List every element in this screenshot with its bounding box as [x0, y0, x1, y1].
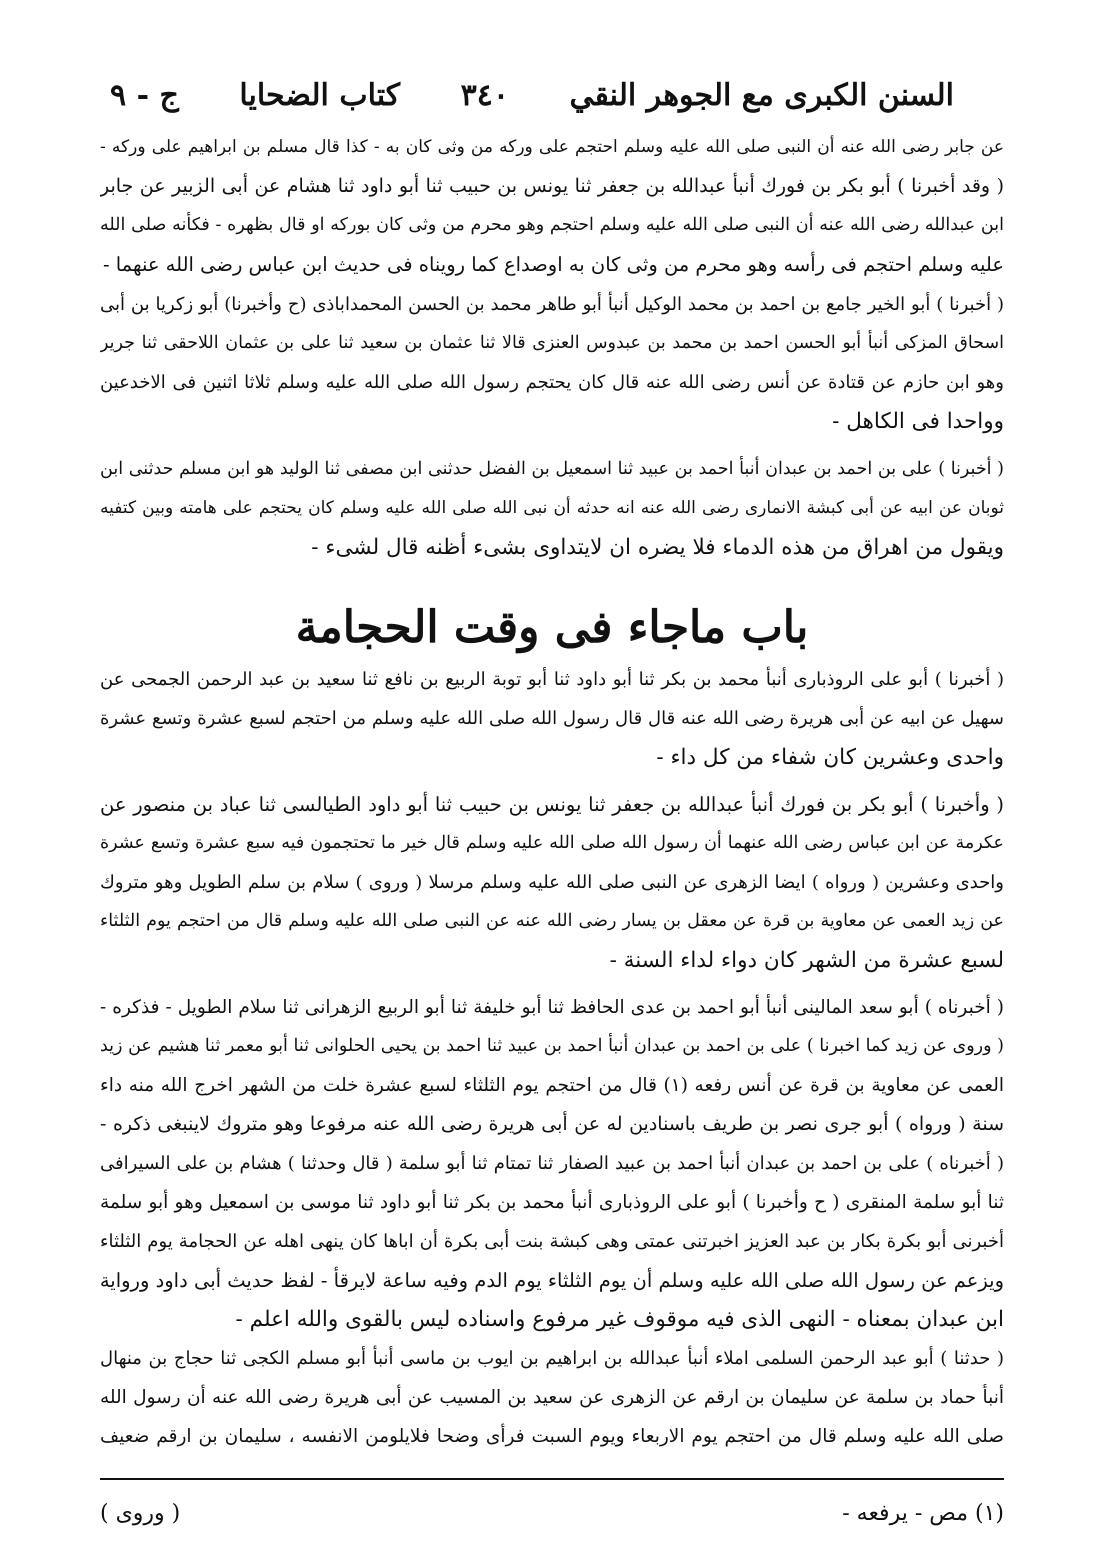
text-line: ( وقد أخبرنا ) أبو بكر بن فورك أنبأ عبدالله بن جعفر ثنا يونس بن حبيب ثنا أبو داود ثنا هشام عن أبى الزبير عن جابر: [100, 175, 1004, 197]
text-line: لسبع عشرة من الشهر كان دواء لداء السنة -: [609, 948, 1004, 973]
text-line: ( أخبرنا ) أبو على الروذبارى أنبأ محمد بن بكر ثنا أبو داود ثنا أبو توبة الربيع بن نافع ثنا سعيد بن عبد الرحمن الجمحى عن: [100, 669, 1004, 690]
footnote-area: [100, 1495, 1004, 1531]
paragraph-2: [100, 285, 1004, 441]
page-header: [110, 70, 954, 120]
paragraph-5: [100, 785, 1004, 980]
page-number: ٣٤٠: [460, 77, 509, 113]
text-line: ( وأخبرنا ) أبو بكر بن فورك أنبأ عبدالله بن جعفر ثنا يونس بن حبيب ثنا أبو داود الطيالسى ثنا عباد بن منصور عن: [100, 793, 1004, 816]
text-line: ويزعم عن رسول الله صلى الله عليه وسلم أن يوم الثلثاء يوم الدم وفيه ساعة لايرقأ - لفظ حديث أبى داود ورواية: [100, 1269, 1004, 1292]
text-line: سنة ( ورواه ) أبو جرى نصر بن طريف باسنادين له عن أبى هريرة رضى الله عنه مرفوعا وهو متروك لاينبغى ذكره -: [100, 1113, 1004, 1135]
text-line: واحدى وعشرين كان شفاء من كل داء -: [656, 745, 1004, 770]
paragraph-6: [100, 988, 1004, 1456]
text-line: ويقول من اهراق من هذه الدماء فلا يضره ان لايتداوى بشىء أظنه قال لشىء -: [311, 535, 1004, 560]
paragraph-4: [100, 660, 1004, 777]
text-line: عكرمة عن ابن عباس رضى الله عنهما أن رسول الله صلى الله عليه وسلم قال خير ما تحتجمون فيه سبع عشرة وتسع عشرة: [100, 833, 1004, 853]
text-line: ( وروى عن زيد كما اخبرنا ) على بن احمد بن عبدان أنبأ احمد بن عبيد ثنا احمد بن يحيى الحلوانى ثنا أبو معمر ثنا هشيم عن زيد: [100, 1036, 1004, 1056]
footnote-text: (١) مص - يرفعه -: [842, 1500, 1004, 1526]
text-line: ثوبان عن ابيه عن أبى كبشة الانمارى رضى الله عنه انه حدثه أن نبى الله صلى الله عليه وسلم كان يحتجم على هامته وبين كتفيه: [100, 498, 1004, 518]
footnote-divider: [100, 1478, 1004, 1480]
text-line: عن زيد العمى عن معاوية بن قرة عن معقل بن يسار رضى الله عنه عن النبى صلى الله عليه وسلم قال من احتجم يوم الثلثاء: [100, 911, 1004, 931]
paragraph-1: [100, 128, 1004, 284]
chapter-title: باب ماجاء فى وقت الحجامة: [295, 602, 809, 653]
text-line: عليه وسلم احتجم فى رأسه وهو محرم من وثى كان به اوصداع كما رويناه فى حديث ابن عباس رضى الله عنهما -: [102, 253, 1004, 276]
text-line: أخبرنى أبو بكرة بكار بن عبد العزيز اخبرتنى عمتى وهى كبشة بنت أبى بكرة أن اباها كان ينهى اهله عن الحجامة يوم الثلثاء: [100, 1231, 1004, 1252]
signature-mark: ( وروى ): [100, 1500, 181, 1526]
text-line: ( أخبرنا ) أبو الخير جامع بن احمد بن محمد الوكيل أنبأ أبو طاهر محمد بن الحسن المحمداباذى (ح وأخبرنا) أبو زكريا بن أبى: [100, 294, 1004, 315]
text-line: اسحاق المزكى أنبأ أبو الحسن احمد بن محمد بن عبدوس العنزى قالا ثنا عثمان بن سعيد ثنا على بن عثمان اللاحقى ثنا جرير: [100, 333, 1004, 353]
text-line: عن جابر رضى الله عنه أن النبى صلى الله عليه وسلم احتجم على وركه من وثى كان به - كذا قال مسلم بن ابراهيم على وركه -: [100, 137, 1004, 157]
text-line: ( حدثنا ) أبو عبد الرحمن السلمى املاء أنبأ عبدالله بن ابراهيم بن ايوب بن ماسى أنبأ أبو مسلم الكجى ثنا حجاج بن منهال: [100, 1348, 1004, 1369]
text-line: ( أخبرناه ) على بن احمد بن عبدان أنبأ احمد بن عبيد الصفار ثنا تمتام ثنا أبو سلمة ( قال وحدثنا ) هشام بن على السيرافى: [100, 1153, 1004, 1174]
text-line: واحدى وعشرين ( ورواه ) ايضا الزهرى عن النبى صلى الله عليه وسلم مرسلا ( وروى ) سلام بن سلم الطويل وهو متروك: [100, 872, 1004, 893]
paragraph-3: [100, 450, 1004, 567]
text-line: صلى الله عليه وسلم قال من احتجم يوم الاربعاء ويوم السبت فرأى وضحا فلايلومن الانفسه ، سليمان بن ارقم ضعيف: [100, 1426, 1004, 1447]
section-title: كتاب الضحايا: [239, 77, 401, 113]
text-line: وواحدا فى الكاهل -: [832, 409, 1004, 434]
text-line: ( أخبرنا ) على بن احمد بن عبدان أنبأ احمد بن عبيد ثنا اسمعيل بن الفضل حدثنى ابن مصفى ثنا الوليد هو ابن مسلم حدثنى ابن: [100, 459, 1004, 479]
text-line: سهيل عن ابيه عن أبى هريرة رضى الله عنه قال قال رسول الله صلى الله عليه وسلم من احتجم لسبع عشرة وتسع عشرة: [100, 708, 1004, 729]
text-line: ( أخبرناه ) أبو سعد المالينى أنبأ أبو احمد بن عدى الحافظ ثنا أبو خليفة ثنا أبو الربيع الزهرانى ثنا سلام الطويل - فذكره -: [100, 997, 1004, 1018]
text-line: العمى عن معاوية بن قرة عن أنس رفعه (١) قال من احتجم يوم الثلثاء لسبع عشرة خلت من الشهر اخرج الله منه داء: [100, 1075, 1004, 1096]
text-line: ابن عبدان بمعناه - النهى الذى فيه موقوف غير مرفوع واسناده ليس بالقوى والله اعلم -: [235, 1307, 1004, 1332]
text-line: ابن عبدالله رضى الله عنه أن النبى صلى الله عليه وسلم احتجم وهو محرم من وثى كان بوركه او قال بظهره - فكأنه صلى الله: [100, 215, 1004, 235]
text-line: ثنا أبو سلمة المنقرى ( ح وأخبرنا ) أبو على الروذبارى أنبأ محمد بن بكر ثنا أبو داود ثنا موسى بن اسمعيل وهو أبو سلمة: [100, 1192, 1004, 1213]
text-line: وهو ابن حازم عن قتادة عن أنس رضى الله عنه قال كان يحتجم رسول الله صلى الله عليه وسلم ثلاثا اثنين فى الاخدعين: [100, 372, 1004, 393]
text-line: أنبأ حماد بن سلمة عن سليمان بن ارقم عن الزهرى عن سعيد بن المسيب عن أبى هريرة رضى الله عنه أن رسول الله: [100, 1387, 1004, 1408]
volume-number: ج - ٩: [110, 77, 179, 113]
book-title: السنن الكبرى مع الجوهر النقي: [569, 77, 954, 113]
